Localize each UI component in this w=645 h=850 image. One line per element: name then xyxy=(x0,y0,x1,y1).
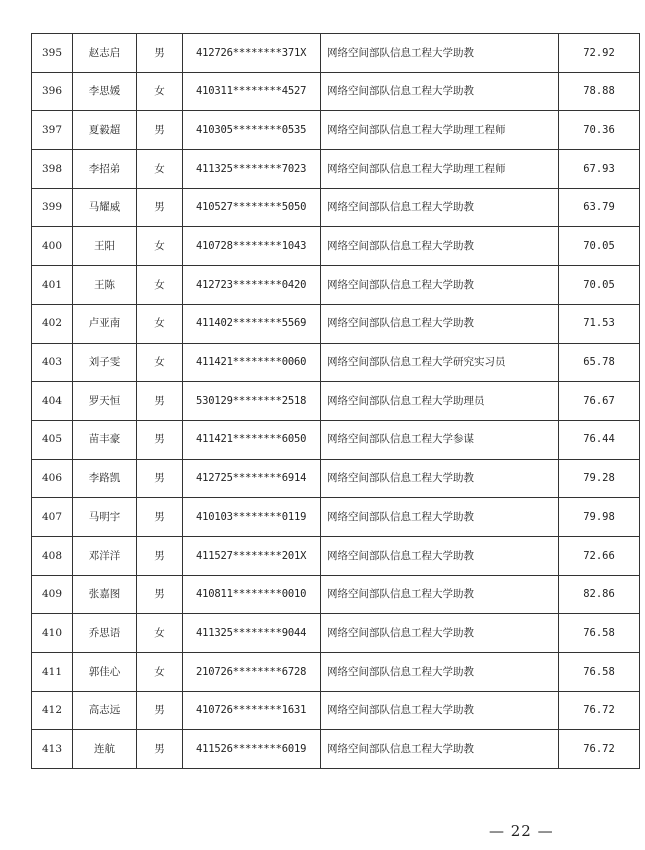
table-row xyxy=(32,150,640,189)
score-cell: 72.66 xyxy=(559,536,640,575)
position-cell: 网络空间部队信息工程大学助理工程师 xyxy=(321,150,559,189)
position-cell: 网络空间部队信息工程大学助教 xyxy=(321,498,559,537)
id-number-cell: 410726********1631 xyxy=(183,691,321,730)
table-row xyxy=(32,691,640,730)
table-row xyxy=(32,111,640,150)
row-number-cell: 404 xyxy=(32,382,73,421)
table-row xyxy=(32,227,640,266)
name-cell: 王陈 xyxy=(73,266,137,305)
table-row xyxy=(32,382,640,421)
id-number-cell: 210726********6728 xyxy=(183,653,321,692)
row-number-cell: 410 xyxy=(32,614,73,653)
table-row xyxy=(32,653,640,692)
row-number-cell: 403 xyxy=(32,343,73,382)
gender-cell: 男 xyxy=(137,420,183,459)
row-number-cell: 406 xyxy=(32,459,73,498)
table-row xyxy=(32,459,640,498)
id-number-cell: 411527********201X xyxy=(183,536,321,575)
score-cell: 65.78 xyxy=(559,343,640,382)
row-number-cell: 399 xyxy=(32,188,73,227)
id-number-cell: 411421********0060 xyxy=(183,343,321,382)
id-number-cell: 410103********0119 xyxy=(183,498,321,537)
gender-cell: 女 xyxy=(137,150,183,189)
score-cell: 76.58 xyxy=(559,614,640,653)
score-cell: 79.98 xyxy=(559,498,640,537)
row-number-cell: 408 xyxy=(32,536,73,575)
position-cell: 网络空间部队信息工程大学助教 xyxy=(321,536,559,575)
position-cell: 网络空间部队信息工程大学助教 xyxy=(321,691,559,730)
name-cell: 连航 xyxy=(73,730,137,769)
row-number-cell: 398 xyxy=(32,150,73,189)
name-cell: 乔思语 xyxy=(73,614,137,653)
id-number-cell: 412725********6914 xyxy=(183,459,321,498)
score-cell: 76.72 xyxy=(559,691,640,730)
score-cell: 63.79 xyxy=(559,188,640,227)
roster-table xyxy=(31,33,640,769)
score-cell: 70.05 xyxy=(559,227,640,266)
table-row xyxy=(32,575,640,614)
table-row xyxy=(32,614,640,653)
table-row xyxy=(32,304,640,343)
table-row xyxy=(32,420,640,459)
name-cell: 郭佳心 xyxy=(73,653,137,692)
position-cell: 网络空间部队信息工程大学助教 xyxy=(321,730,559,769)
position-cell: 网络空间部队信息工程大学助教 xyxy=(321,72,559,111)
score-cell: 76.44 xyxy=(559,420,640,459)
position-cell: 网络空间部队信息工程大学助教 xyxy=(321,614,559,653)
position-cell: 网络空间部队信息工程大学助理工程师 xyxy=(321,111,559,150)
id-number-cell: 411325********7023 xyxy=(183,150,321,189)
score-cell: 70.36 xyxy=(559,111,640,150)
score-cell: 82.86 xyxy=(559,575,640,614)
score-cell: 76.58 xyxy=(559,653,640,692)
position-cell: 网络空间部队信息工程大学助教 xyxy=(321,227,559,266)
position-cell: 网络空间部队信息工程大学助理员 xyxy=(321,382,559,421)
position-cell: 网络空间部队信息工程大学参谋 xyxy=(321,420,559,459)
table-row xyxy=(32,343,640,382)
gender-cell: 女 xyxy=(137,304,183,343)
name-cell: 李路凯 xyxy=(73,459,137,498)
gender-cell: 男 xyxy=(137,111,183,150)
name-cell: 赵志启 xyxy=(73,34,137,73)
roster-table-body xyxy=(32,34,640,769)
id-number-cell: 412723********0420 xyxy=(183,266,321,305)
gender-cell: 男 xyxy=(137,498,183,537)
name-cell: 罗天恒 xyxy=(73,382,137,421)
name-cell: 卢亚南 xyxy=(73,304,137,343)
name-cell: 王阳 xyxy=(73,227,137,266)
gender-cell: 女 xyxy=(137,72,183,111)
position-cell: 网络空间部队信息工程大学助教 xyxy=(321,34,559,73)
id-number-cell: 411325********9044 xyxy=(183,614,321,653)
id-number-cell: 410311********4527 xyxy=(183,72,321,111)
id-number-cell: 411526********6019 xyxy=(183,730,321,769)
id-number-cell: 530129********2518 xyxy=(183,382,321,421)
name-cell: 张嘉图 xyxy=(73,575,137,614)
position-cell: 网络空间部队信息工程大学助教 xyxy=(321,304,559,343)
name-cell: 李思媛 xyxy=(73,72,137,111)
row-number-cell: 402 xyxy=(32,304,73,343)
position-cell: 网络空间部队信息工程大学助教 xyxy=(321,653,559,692)
table-row xyxy=(32,34,640,73)
table-row xyxy=(32,730,640,769)
position-cell: 网络空间部队信息工程大学研究实习员 xyxy=(321,343,559,382)
page-number: — 22 — xyxy=(489,822,554,840)
row-number-cell: 401 xyxy=(32,266,73,305)
name-cell: 夏毅超 xyxy=(73,111,137,150)
name-cell: 高志远 xyxy=(73,691,137,730)
gender-cell: 女 xyxy=(137,653,183,692)
position-cell: 网络空间部队信息工程大学助教 xyxy=(321,575,559,614)
gender-cell: 女 xyxy=(137,614,183,653)
gender-cell: 女 xyxy=(137,266,183,305)
id-number-cell: 411402********5569 xyxy=(183,304,321,343)
row-number-cell: 395 xyxy=(32,34,73,73)
position-cell: 网络空间部队信息工程大学助教 xyxy=(321,266,559,305)
row-number-cell: 412 xyxy=(32,691,73,730)
gender-cell: 男 xyxy=(137,536,183,575)
row-number-cell: 407 xyxy=(32,498,73,537)
name-cell: 马明宇 xyxy=(73,498,137,537)
gender-cell: 男 xyxy=(137,730,183,769)
table-row xyxy=(32,72,640,111)
row-number-cell: 411 xyxy=(32,653,73,692)
row-number-cell: 396 xyxy=(32,72,73,111)
gender-cell: 女 xyxy=(137,227,183,266)
score-cell: 76.72 xyxy=(559,730,640,769)
gender-cell: 男 xyxy=(137,188,183,227)
id-number-cell: 411421********6050 xyxy=(183,420,321,459)
name-cell: 刘子雯 xyxy=(73,343,137,382)
row-number-cell: 405 xyxy=(32,420,73,459)
id-number-cell: 412726********371X xyxy=(183,34,321,73)
name-cell: 李招弟 xyxy=(73,150,137,189)
score-cell: 76.67 xyxy=(559,382,640,421)
position-cell: 网络空间部队信息工程大学助教 xyxy=(321,188,559,227)
row-number-cell: 400 xyxy=(32,227,73,266)
table-row xyxy=(32,266,640,305)
score-cell: 71.53 xyxy=(559,304,640,343)
row-number-cell: 413 xyxy=(32,730,73,769)
score-cell: 72.92 xyxy=(559,34,640,73)
score-cell: 70.05 xyxy=(559,266,640,305)
name-cell: 苗丰豪 xyxy=(73,420,137,459)
position-cell: 网络空间部队信息工程大学助教 xyxy=(321,459,559,498)
id-number-cell: 410811********0010 xyxy=(183,575,321,614)
id-number-cell: 410527********5050 xyxy=(183,188,321,227)
name-cell: 马耀威 xyxy=(73,188,137,227)
gender-cell: 男 xyxy=(137,459,183,498)
score-cell: 78.88 xyxy=(559,72,640,111)
gender-cell: 男 xyxy=(137,691,183,730)
gender-cell: 男 xyxy=(137,575,183,614)
name-cell: 邓洋洋 xyxy=(73,536,137,575)
gender-cell: 男 xyxy=(137,34,183,73)
table-row xyxy=(32,498,640,537)
id-number-cell: 410728********1043 xyxy=(183,227,321,266)
score-cell: 79.28 xyxy=(559,459,640,498)
gender-cell: 男 xyxy=(137,382,183,421)
gender-cell: 女 xyxy=(137,343,183,382)
row-number-cell: 409 xyxy=(32,575,73,614)
id-number-cell: 410305********0535 xyxy=(183,111,321,150)
table-row xyxy=(32,536,640,575)
row-number-cell: 397 xyxy=(32,111,73,150)
score-cell: 67.93 xyxy=(559,150,640,189)
table-row xyxy=(32,188,640,227)
